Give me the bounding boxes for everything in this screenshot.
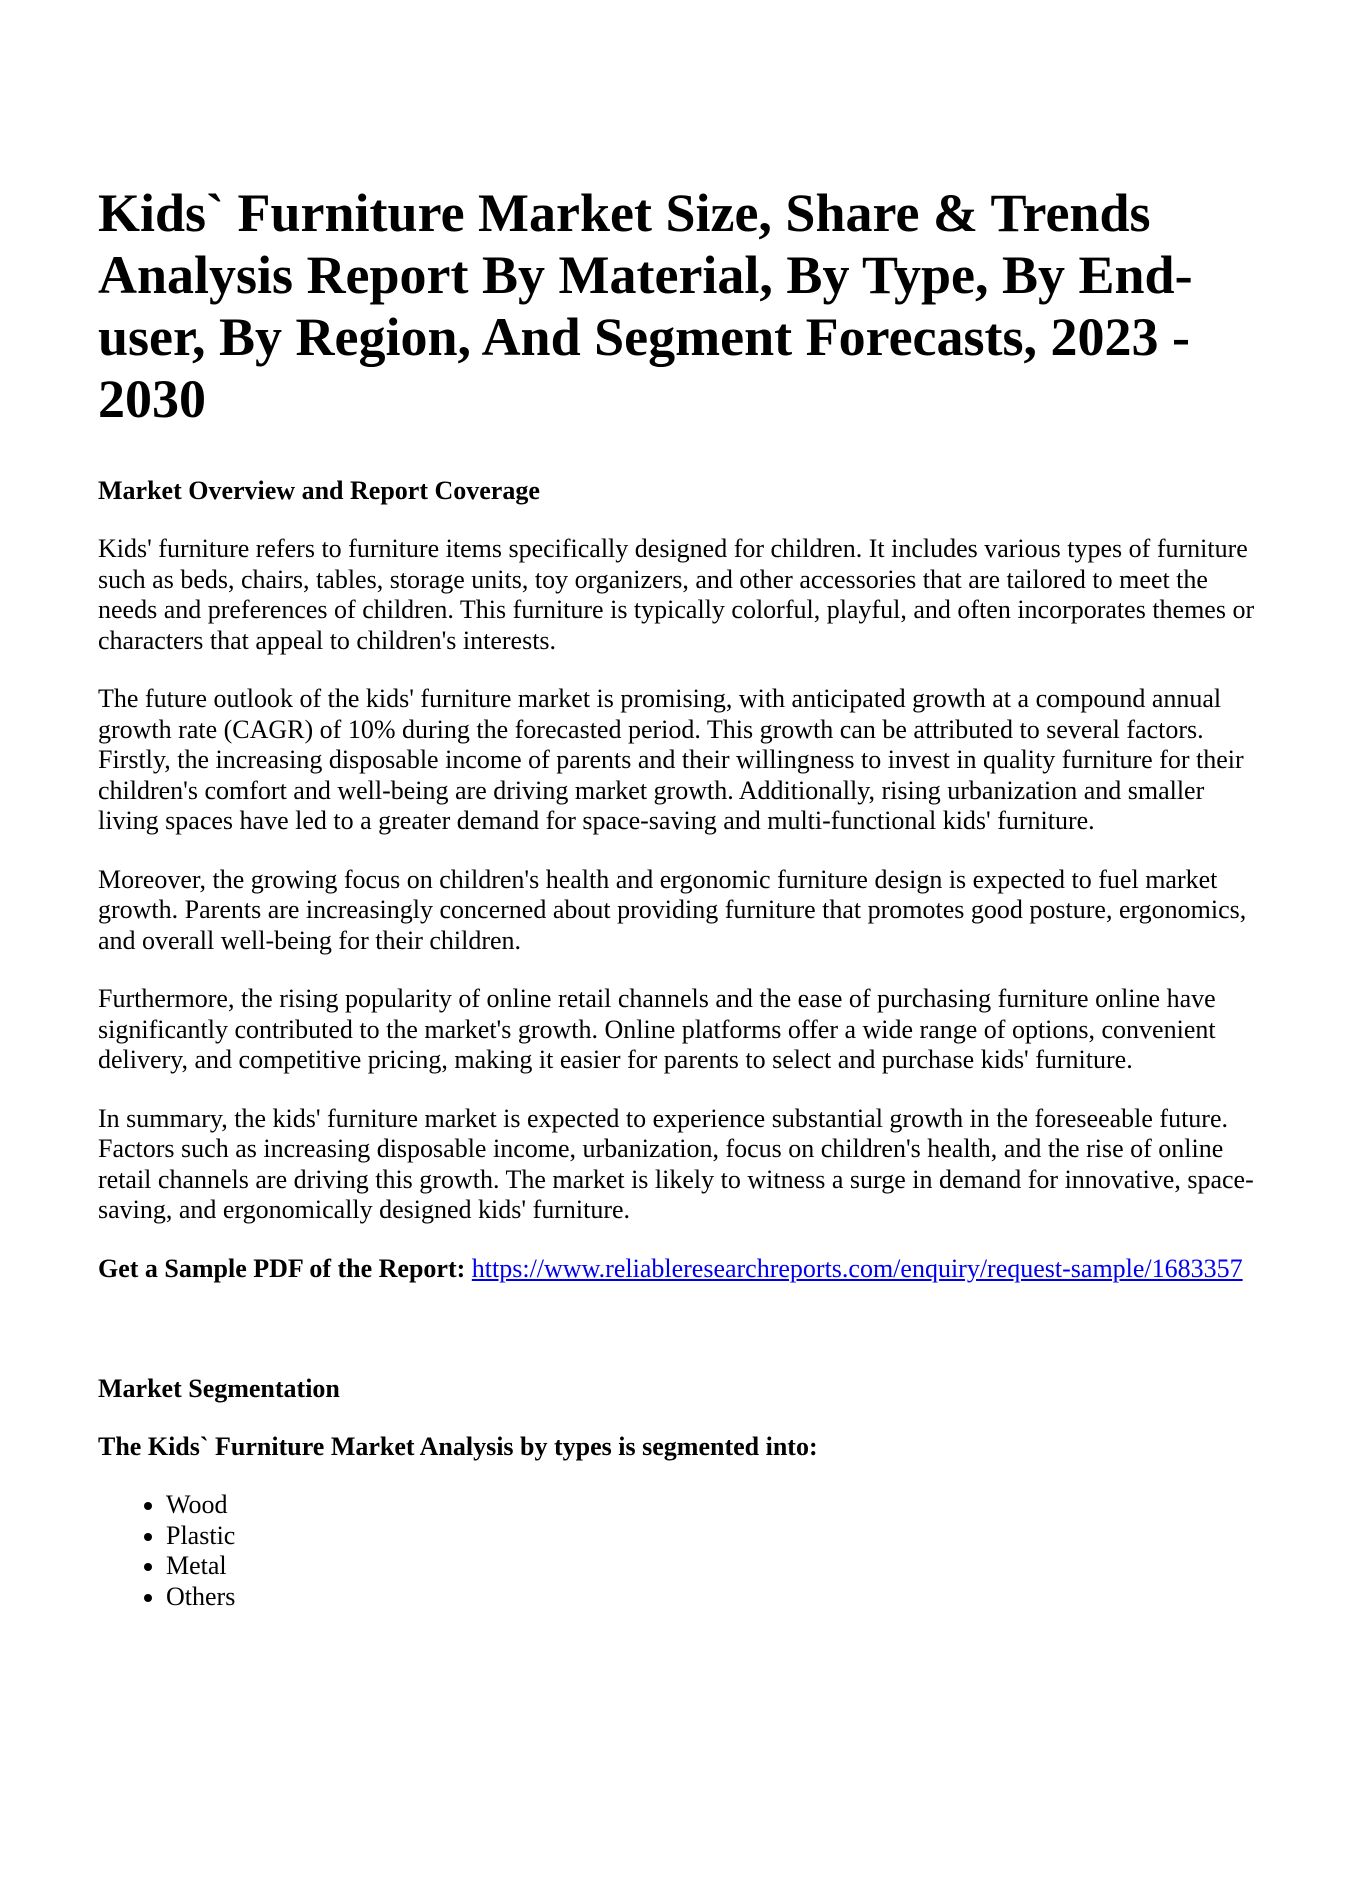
sample-pdf-line bbox=[98, 1254, 1268, 1285]
overview-paragraph-2: The future outlook of the kids' furniture market is promising, with anticipated growth at a compound annual growth rate (CAGR) of 10% during the forecasted period. This growth can be attributed to several factors. Firstly, the increasing disposable income of parents and their willingness to invest in quality furniture for their children's comfort and well-being are driving market growth. Additionally, rising urbanization and smaller living spaces have led to a greater demand for space-saving and multi-functional kids' furniture. bbox=[98, 684, 1244, 835]
list-item: • Metal bbox=[166, 1551, 1268, 1582]
page-title: Kids` Furniture Market Size, Share & Trends Analysis Report By Material, By Type, By End-user, By Region, And Segment Forecasts, 2023 - 2030 bbox=[98, 183, 1193, 429]
overview-paragraph-3: Moreover, the growing focus on children's health and ergonomic furniture design is expected to fuel market growth. Parents are increasingly concerned about providing furniture that promotes good posture, ergonomics, and overall well-being for their children. bbox=[98, 864, 1247, 955]
segmentation-heading: Market Segmentation bbox=[98, 1374, 340, 1403]
list-item: • Plastic bbox=[166, 1521, 1268, 1552]
list-item: • Wood bbox=[166, 1490, 1268, 1521]
sample-pdf-link[interactable]: https://www.reliableresearchreports.com/enquiry/request-sample/1683357 bbox=[471, 1253, 1243, 1283]
types-list bbox=[98, 1490, 1268, 1612]
list-item: • Others bbox=[166, 1582, 1268, 1613]
overview-paragraph-5: In summary, the kids' furniture market is expected to experience substantial growth in the foreseeable future. Factors such as increasing disposable income, urbanization, focus on children's health, and the rise of online retail channels are driving this growth. The market is likely to witness a surge in demand for innovative, space-saving, and ergonomically designed kids' furniture. bbox=[98, 1103, 1254, 1224]
sample-pdf-label: Get a Sample PDF of the Report: bbox=[98, 1253, 466, 1283]
overview-paragraph-4: Furthermore, the rising popularity of online retail channels and the ease of purchasing furniture online have significantly contributed to the market's growth. Online platforms offer a wide range of options, convenient delivery, and competitive pricing, making it easier for parents to select and purchase kids' furniture. bbox=[98, 984, 1216, 1074]
document-page bbox=[98, 182, 1268, 1612]
overview-heading: Market Overview and Report Coverage bbox=[98, 476, 540, 505]
overview-paragraph-1: Kids' furniture refers to furniture items specifically designed for children. It includes various types of furniture such as beds, chairs, tables, storage units, toy organizers, and other accessories that are tailored to meet the needs and preferences of children. This furniture is typically colorful, playful, and often incorporates themes or characters that appeal to children's interests. bbox=[98, 534, 1255, 655]
segmentation-section bbox=[98, 1374, 1268, 1612]
types-heading: The Kids` Furniture Market Analysis by types is segmented into: bbox=[98, 1432, 818, 1461]
